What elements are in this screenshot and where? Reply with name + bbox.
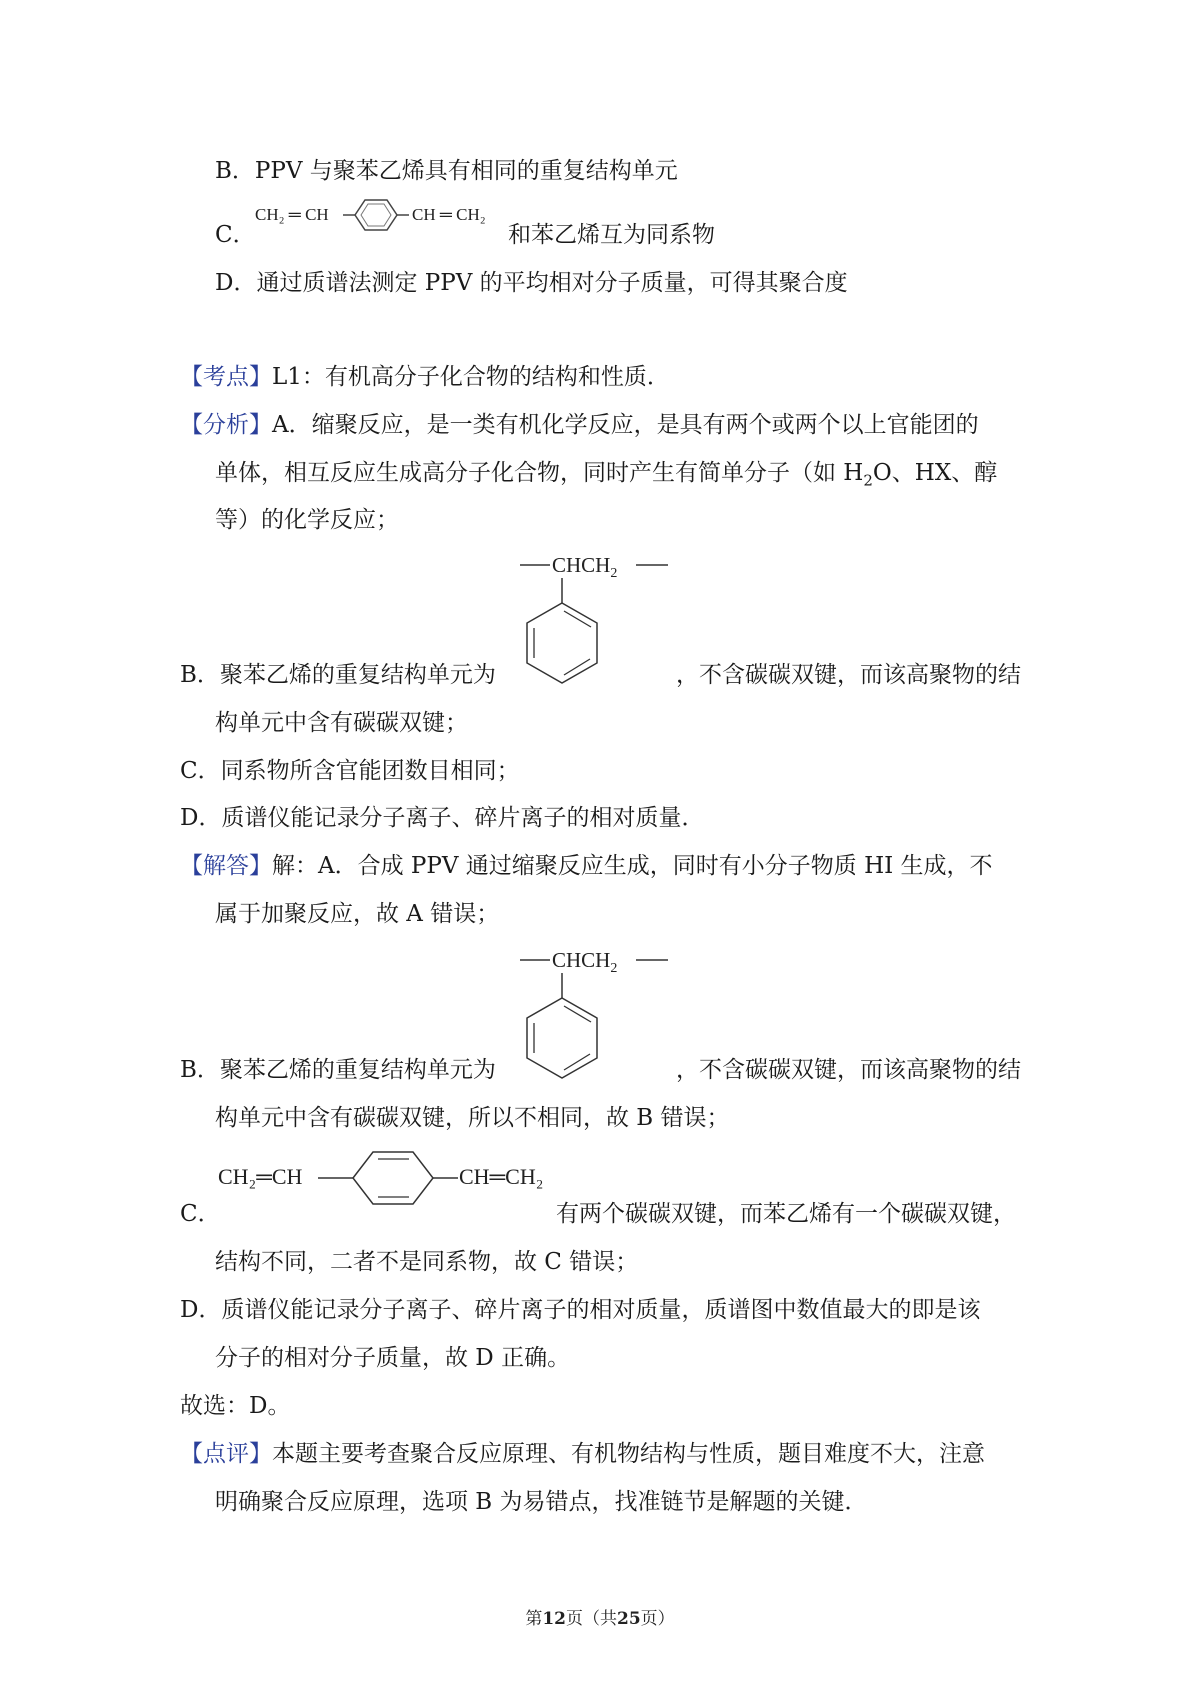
fenxi-a-line3: 等）的化学反应； — [215, 507, 399, 533]
option-c-prefix: C． — [215, 222, 256, 248]
divinylbenzene-structure — [255, 196, 515, 244]
footer-post: 页） — [640, 1609, 675, 1629]
fenxi-a-line2-post: O、HX、醇 — [872, 460, 998, 486]
jieda-c-suffix: 有两个碳碳双键，而苯乙烯有一个碳碳双键， — [556, 1201, 1016, 1227]
kaodian-tag: 【考点】 — [180, 364, 272, 390]
polystyrene-unit-label-2: $CHCH_2$ — [552, 948, 618, 976]
footer-total-pages: 25 — [617, 1609, 641, 1629]
fenxi-b-suffix: ，不含碳碳双键，而该高聚物的结 — [676, 662, 1021, 688]
footer-page-number: 12 — [542, 1609, 566, 1629]
struct-left-group: CH₂ ═ CH — [255, 205, 329, 224]
option-c-suffix: 和苯乙烯互为同系物 — [508, 222, 715, 248]
fenxi-a-line2-pre: 单体，相互反应生成高分子化合物，同时产生有简单分子（如 H — [215, 460, 864, 486]
option-b: B．PPV 与聚苯乙烯具有相同的重复结构单元 — [215, 158, 678, 184]
fenxi-c: C．同系物所含官能团数目相同； — [180, 758, 520, 784]
jieda-b-prefix: B．聚苯乙烯的重复结构单元为 — [180, 1057, 496, 1083]
struct-right-group: CH ═ CH₂ — [412, 205, 486, 224]
jieda-d-line2: 分子的相对分子质量，故 D 正确。 — [215, 1345, 571, 1371]
struct2-left-group: CH₂═CH — [218, 1164, 303, 1189]
jieda-d-line1: D．质谱仪能记录分子离子、碎片离子的相对质量，质谱图中数值最大的即是该 — [180, 1297, 981, 1323]
jieda-a-line2: 属于加聚反应，故 A 错误； — [215, 901, 500, 927]
footer-mid: 页（共 — [566, 1609, 617, 1629]
jieda-c-prefix: C． — [180, 1201, 221, 1227]
fenxi-b-line2: 构单元中含有碳碳双键； — [215, 710, 468, 736]
jieda-tag: 【解答】 — [180, 853, 272, 879]
fenxi-d: D．质谱仪能记录分子离子、碎片离子的相对质量． — [180, 805, 705, 831]
polystyrene-unit-label: $CHCH_2$ — [552, 553, 618, 581]
fenxi-b-prefix: B．聚苯乙烯的重复结构单元为 — [180, 662, 496, 688]
dianping-line-1 — [180, 1439, 985, 1469]
jieda-b-suffix: ，不含碳碳双键，而该高聚物的结 — [676, 1057, 1021, 1083]
fenxi-tag: 【分析】 — [180, 412, 272, 438]
polystyrene-unit-structure-1 — [520, 548, 670, 693]
polystyrene-unit-structure-2 — [520, 943, 670, 1088]
divinylbenzene-structure-2 — [215, 1148, 560, 1218]
jieda-a-line1: 解：A．合成 PPV 通过缩聚反应生成，同时有小分子物质 HI 生成，不 — [272, 853, 993, 879]
dianping-line1: 本题主要考查聚合反应原理、有机物结构与性质，题目难度不大，注意 — [272, 1441, 985, 1467]
option-d: D．通过质谱法测定 PPV 的平均相对分子质量，可得其聚合度 — [215, 270, 848, 296]
jieda-b-line2: 构单元中含有碳碳双键，所以不相同，故 B 错误； — [215, 1105, 730, 1131]
jieda-answer: 故选：D。 — [180, 1393, 291, 1419]
fenxi-a-line1: A．缩聚反应，是一类有机化学反应，是具有两个或两个以上官能团的 — [272, 412, 979, 438]
page-footer — [0, 1608, 1200, 1630]
kaodian-text: L1：有机高分子化合物的结构和性质． — [272, 364, 670, 390]
footer-pre: 第 — [525, 1609, 543, 1629]
struct2-right-group: CH═CH₂ — [459, 1164, 544, 1189]
jieda-c-line2: 结构不同，二者不是同系物，故 C 错误； — [215, 1249, 639, 1275]
fenxi-line-1 — [180, 410, 979, 440]
dianping-tag: 【点评】 — [180, 1441, 272, 1467]
fenxi-a-line2-sub: 2 — [863, 471, 873, 490]
kaodian-line — [180, 362, 670, 392]
dianping-line2: 明确聚合反应原理，选项 B 为易错点，找准链节是解题的关键． — [215, 1489, 868, 1515]
fenxi-a-line2 — [215, 458, 997, 496]
jieda-line-1 — [180, 851, 993, 881]
